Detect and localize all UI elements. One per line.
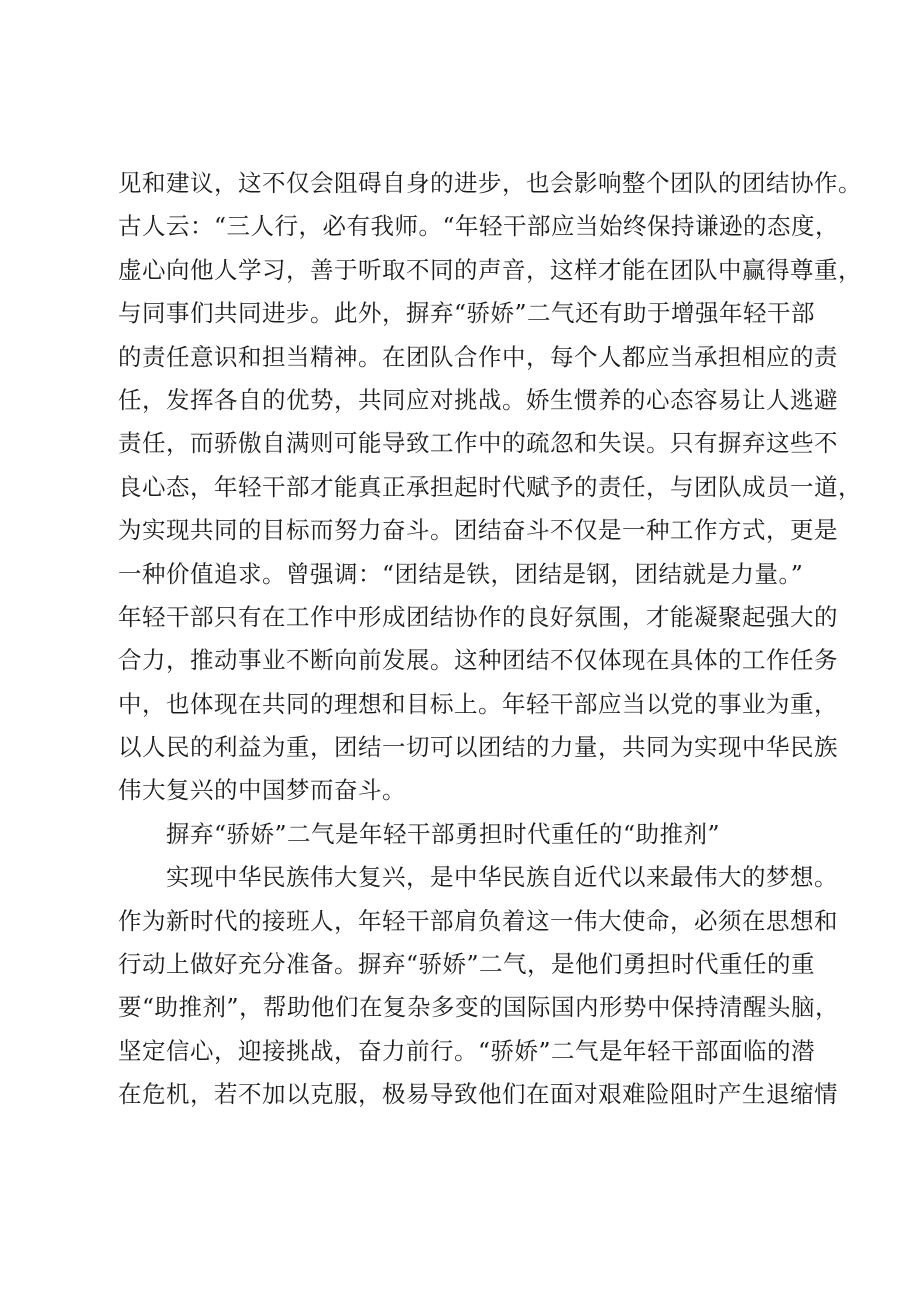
text-line: 见和建议，这不仅会阻碍自身的进步，也会影响整个团队的团结协作。 bbox=[118, 169, 862, 197]
text-line: 行动上做好充分准备。摒弃“骄娇”二气，是他们勇担时代重任的重 bbox=[118, 950, 816, 979]
text-line: 合力，推动事业不断向前发展。这种团结不仅体现在具体的工作任务 bbox=[118, 646, 838, 675]
text-line: 一种价值追求。曾强调：“团结是铁，团结是钢，团结就是力量。” bbox=[118, 559, 804, 588]
text-line: 作为新时代的接班人，年轻干部肩负着这一伟大使命，必须在思想和 bbox=[118, 906, 838, 935]
text-line: 以人民的利益为重，团结一切可以团结的力量，共同为实现中华民族 bbox=[118, 733, 838, 762]
text-line: 虚心向他人学习，善于听取不同的声音，这样才能在团队中赢得尊重， bbox=[118, 255, 862, 284]
text-line: 实现中华民族伟大复兴，是中华民族自近代以来最伟大的梦想。 bbox=[166, 863, 838, 892]
text-line: 良心态，年轻干部才能真正承担起时代赋予的责任，与团队成员一道， bbox=[118, 472, 862, 501]
text-line: 坚定信心，迎接挑战，奋力前行。“骄娇”二气是年轻干部面临的潜 bbox=[118, 1036, 816, 1065]
text-line: 责任，而骄傲自满则可能导致工作中的疏忽和失误。只有摒弃这些不 bbox=[118, 429, 838, 458]
text-line: 任，发挥各自的优势，共同应对挑战。娇生惯养的心态容易让人逃避 bbox=[118, 385, 838, 414]
section-heading: 摒弃“骄娇”二气是年轻干部勇担时代重任的“助推剂” bbox=[166, 819, 721, 848]
text-line: 古人云：“三人行，必有我师。“年轻干部应当始终保持谦逊的态度， bbox=[118, 212, 840, 241]
document-body bbox=[118, 162, 862, 1117]
text-line: 中，也体现在共同的理想和目标上。年轻干部应当以党的事业为重， bbox=[118, 689, 838, 718]
text-line: 在危机，若不加以克服，极易导致他们在面对艰难险阻时产生退缩情 bbox=[118, 1080, 838, 1109]
text-line: 为实现共同的目标而努力奋斗。团结奋斗不仅是一种工作方式，更是 bbox=[118, 516, 838, 545]
text-line: 要“助推剂”，帮助他们在复杂多变的国际国内形势中保持清醒头脑， bbox=[118, 993, 840, 1022]
text-line: 的责任意识和担当精神。在团队合作中，每个人都应当承担相应的责 bbox=[118, 342, 838, 371]
text-line: 年轻干部只有在工作中形成团结协作的良好氛围，才能凝聚起强大的 bbox=[118, 602, 838, 631]
text-line: 伟大复兴的中国梦而奋斗。 bbox=[118, 776, 406, 805]
text-line: 与同事们共同进步。此外，摒弃“骄娇”二气还有助于增强年轻干部 bbox=[118, 299, 816, 328]
